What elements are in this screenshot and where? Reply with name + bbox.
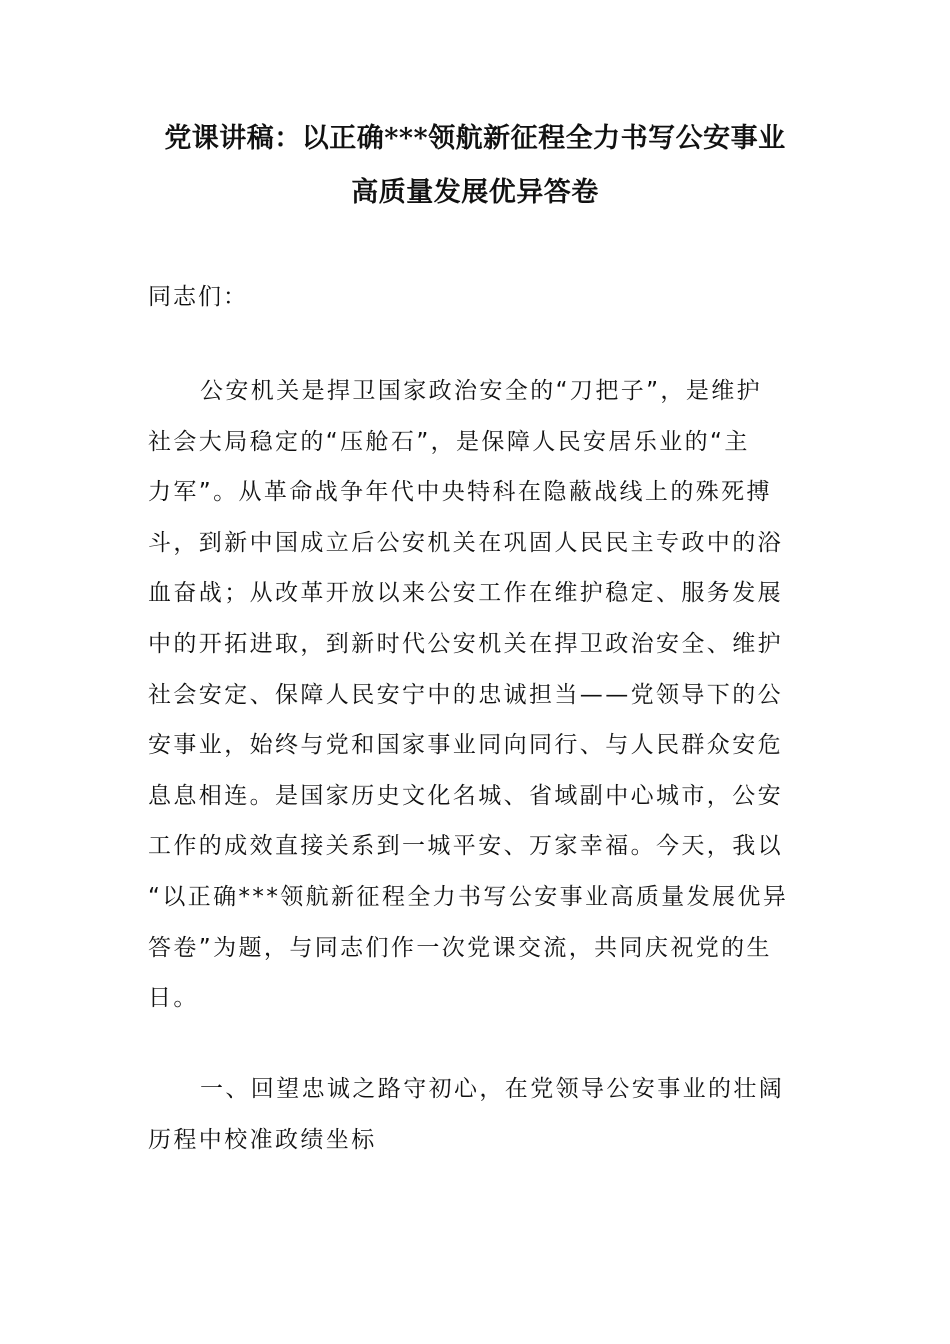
- paragraph-line: 斗，到新中国成立后公安机关在巩固人民民主专政中的浴: [148, 529, 783, 556]
- paragraph-line: 中的开拓进取，到新时代公安机关在捍卫政治安全、维护: [148, 630, 783, 657]
- paragraph-line: 力军”。从革命战争年代中央特科在隐蔽战线上的殊死搏: [148, 479, 772, 506]
- salutation: 同志们：: [148, 284, 248, 310]
- title-line: 高质量发展优异答卷: [351, 177, 599, 208]
- title-line: 党课讲稿：以正确***领航新征程全力书写公安事业: [164, 123, 786, 154]
- intro-paragraph: [148, 366, 808, 1024]
- paragraph-line: 日。: [148, 985, 199, 1012]
- document-title: [100, 112, 850, 220]
- paragraph-line: 安事业，始终与党和国家事业同向同行、与人民群众安危: [148, 732, 783, 759]
- paragraph-line: 答卷”为题，与同志们作一次党课交流，共同庆祝党的生: [148, 934, 772, 961]
- paragraph-line: 息息相连。是国家历史文化名城、省域副中心城市，公安: [148, 782, 783, 809]
- paragraph-line: “以正确***领航新征程全力书写公安事业高质量发展优异: [148, 883, 789, 910]
- section-heading-1: [148, 1064, 808, 1165]
- paragraph-line: 公安机关是捍卫国家政治安全的“刀把子”，是维护: [200, 378, 763, 404]
- heading-line: 历程中校准政绩坐标: [148, 1126, 377, 1153]
- paragraph-line: 血奋战；从改革开放以来公安工作在维护稳定、服务发展: [148, 580, 783, 607]
- heading-line: 一、回望忠诚之路守初心，在党领导公安事业的壮阔: [200, 1076, 785, 1102]
- paragraph-line: 社会安定、保障人民安宁中的忠诚担当——党领导下的公: [148, 681, 783, 708]
- paragraph-line: 社会大局稳定的“压舱石”，是保障人民安居乐业的“主: [148, 428, 750, 455]
- paragraph-line: 工作的成效直接关系到一城平安、万家幸福。今天，我以: [148, 833, 783, 860]
